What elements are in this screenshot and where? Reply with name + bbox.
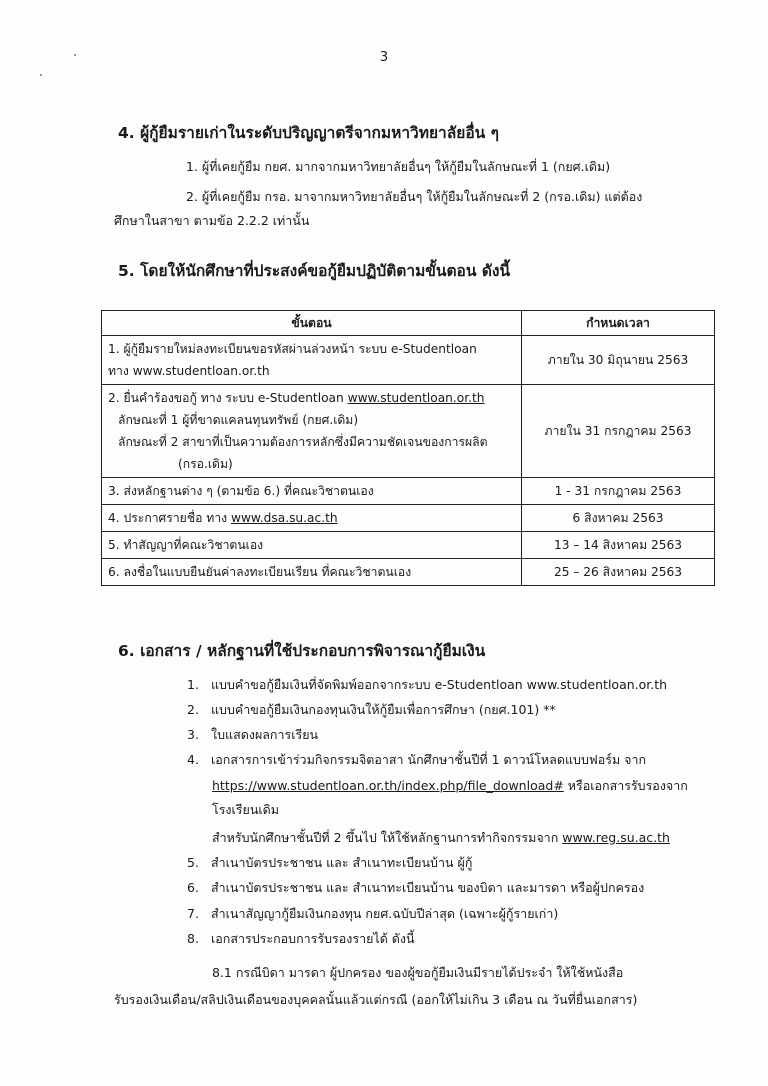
file-download-link[interactable]: https://www.studentloan.or.th/index.php/file_download# [212, 778, 564, 793]
table-row [102, 478, 715, 505]
list-item-cont: โรงเรียนเดิม [212, 802, 280, 817]
step-text: 1. ผู้กู้ยืมรายใหม่ลงทะเบียนขอรหัสผ่านล่วงหน้า ระบบ e-Studentloan [108, 342, 477, 356]
step-text: (กรอ.เดิม) [178, 457, 233, 471]
step-text: 2. ยื่นคำร้องขอกู้ ทาง ระบบ e-Studentloan [108, 391, 348, 405]
section-5-heading: 5. โดยให้นักศึกษาที่ประสงค์ขอกู้ยืมปฏิบัติตามขั้นตอน ดังนี้ [118, 262, 511, 280]
table-header-row [102, 311, 715, 336]
step-text: 3. ส่งหลักฐานต่าง ๆ (ตามข้อ 6.) ที่คณะวิชาตนเอง [102, 478, 522, 505]
step-text: 6. ลงชื่อในแบบยืนยันค่าลงทะเบียนเรียน ที่คณะวิชาตนเอง [102, 559, 522, 586]
step-time: 6 สิงหาคม 2563 [522, 505, 715, 532]
table-row [102, 559, 715, 586]
list-item: 3. ใบแสดงผลการเรียน [187, 727, 319, 742]
step-time: 13 – 14 สิงหาคม 2563 [522, 532, 715, 559]
section-4-item-1: 1. ผู้ที่เคยกู้ยืม กยศ. มากจากมหาวิทยาลัยอื่นๆ ให้กู้ยืมในลักษณะที่ 1 (กยศ.เดิม) [186, 159, 611, 174]
list-item: 2. แบบคำขอกู้ยืมเงินกองทุนเงินให้กู้ยืมเพื่อการศึกษา (กยศ.101) ** [187, 702, 556, 717]
header-time: กำหนดเวลา [522, 311, 715, 336]
list-item-sub-cont: รับรองเงินเดือน/สลิปเงินเดือนของบุคคลนั้นแล้วแต่กรณี (ออกให้ไม่เกิน 3 เดือน ณ วันที่ยื่นเอกสาร) [114, 992, 638, 1007]
section-4-item-2: 2. ผู้ที่เคยกู้ยืม กรอ. มาจากมหาวิทยาลัยอื่นๆ ให้กู้ยืมในลักษณะที่ 2 (กรอ.เดิม) แต่ต้อง [186, 189, 643, 204]
table-row [102, 505, 715, 532]
page-number: 3 [379, 50, 389, 65]
step-text: ลักษณะที่ 2 สาขาที่เป็นความต้องการหลักซึ่งมีความชัดเจนของการผลิต [118, 435, 488, 449]
step-time: ภายใน 31 กรกฎาคม 2563 [522, 385, 715, 478]
header-step: ขั้นตอน [102, 311, 522, 336]
list-item-cont: สำหรับนักศึกษาชั้นปีที่ 2 ขึ้นไป ให้ใช้หลักฐานการทำกิจกรรมจาก www.reg.su.ac.th [212, 830, 670, 845]
list-item: 1. แบบคำขอกู้ยืมเงินที่จัดพิมพ์ออกจากระบบ e-Studentloan www.studentloan.or.th [187, 677, 668, 692]
list-item-cont: https://www.studentloan.or.th/index.php/file_download# หรือเอกสารรับรองจาก [212, 778, 688, 793]
section-6-heading: 6. เอกสาร / หลักฐานที่ใช้ประกอบการพิจารณากู้ยืมเงิน [118, 642, 486, 660]
table-row [102, 532, 715, 559]
steps-table [101, 310, 715, 586]
step-time: 1 - 31 กรกฎาคม 2563 [522, 478, 715, 505]
section-4-item-2-cont: ศึกษาในสาขา ตามข้อ 2.2.2 เท่านั้น [114, 213, 310, 228]
studentloan-link[interactable]: www.studentloan.or.th [347, 391, 485, 405]
scan-speck [40, 74, 42, 76]
list-item: 8. เอกสารประกอบการรับรองรายได้ ดังนี้ [187, 931, 415, 946]
list-item: 6. สำเนาบัตรประชาชน และ สำเนาทะเบียนบ้าน ของบิดา และมารดา หรือผู้ปกครอง [187, 880, 645, 895]
section-4-heading: 4. ผู้กู้ยืมรายเก่าในระดับปริญญาตรีจากมหาวิทยาลัยอื่น ๆ [118, 124, 499, 142]
list-item: 4. เอกสารการเข้าร่วมกิจกรรมจิตอาสา นักศึกษาชั้นปีที่ 1 ดาวน์โหลดแบบฟอร์ม จาก [187, 752, 647, 767]
step-text: ลักษณะที่ 1 ผู้ที่ขาดแคลนทุนทรัพย์ (กยศ.เดิม) [118, 413, 359, 427]
list-item: 7. สำเนาสัญญากู้ยืมเงินกองทุน กยศ.ฉบับปีล่าสุด (เฉพาะผู้กู้รายเก่า) [187, 906, 559, 921]
step-time: ภายใน 30 มิถุนายน 2563 [522, 336, 715, 385]
step-text: ทาง www.studentloan.or.th [108, 364, 270, 378]
dsa-link[interactable]: www.dsa.su.ac.th [231, 511, 338, 525]
table-row [102, 336, 715, 385]
list-item-sub: 8.1 กรณีบิดา มารดา ผู้ปกครอง ของผู้ขอกู้ยืมเงินมีรายได้ประจำ ให้ใช้หนังสือ [212, 965, 624, 980]
reg-link[interactable]: www.reg.su.ac.th [562, 830, 670, 845]
table-row [102, 385, 715, 478]
step-text: 4. ประกาศรายชื่อ ทาง [108, 511, 231, 525]
step-time: 25 – 26 สิงหาคม 2563 [522, 559, 715, 586]
step-text: 5. ทำสัญญาที่คณะวิชาตนเอง [102, 532, 522, 559]
list-item: 5. สำเนาบัตรประชาชน และ สำเนาทะเบียนบ้าน ผู้กู้ [187, 855, 473, 870]
